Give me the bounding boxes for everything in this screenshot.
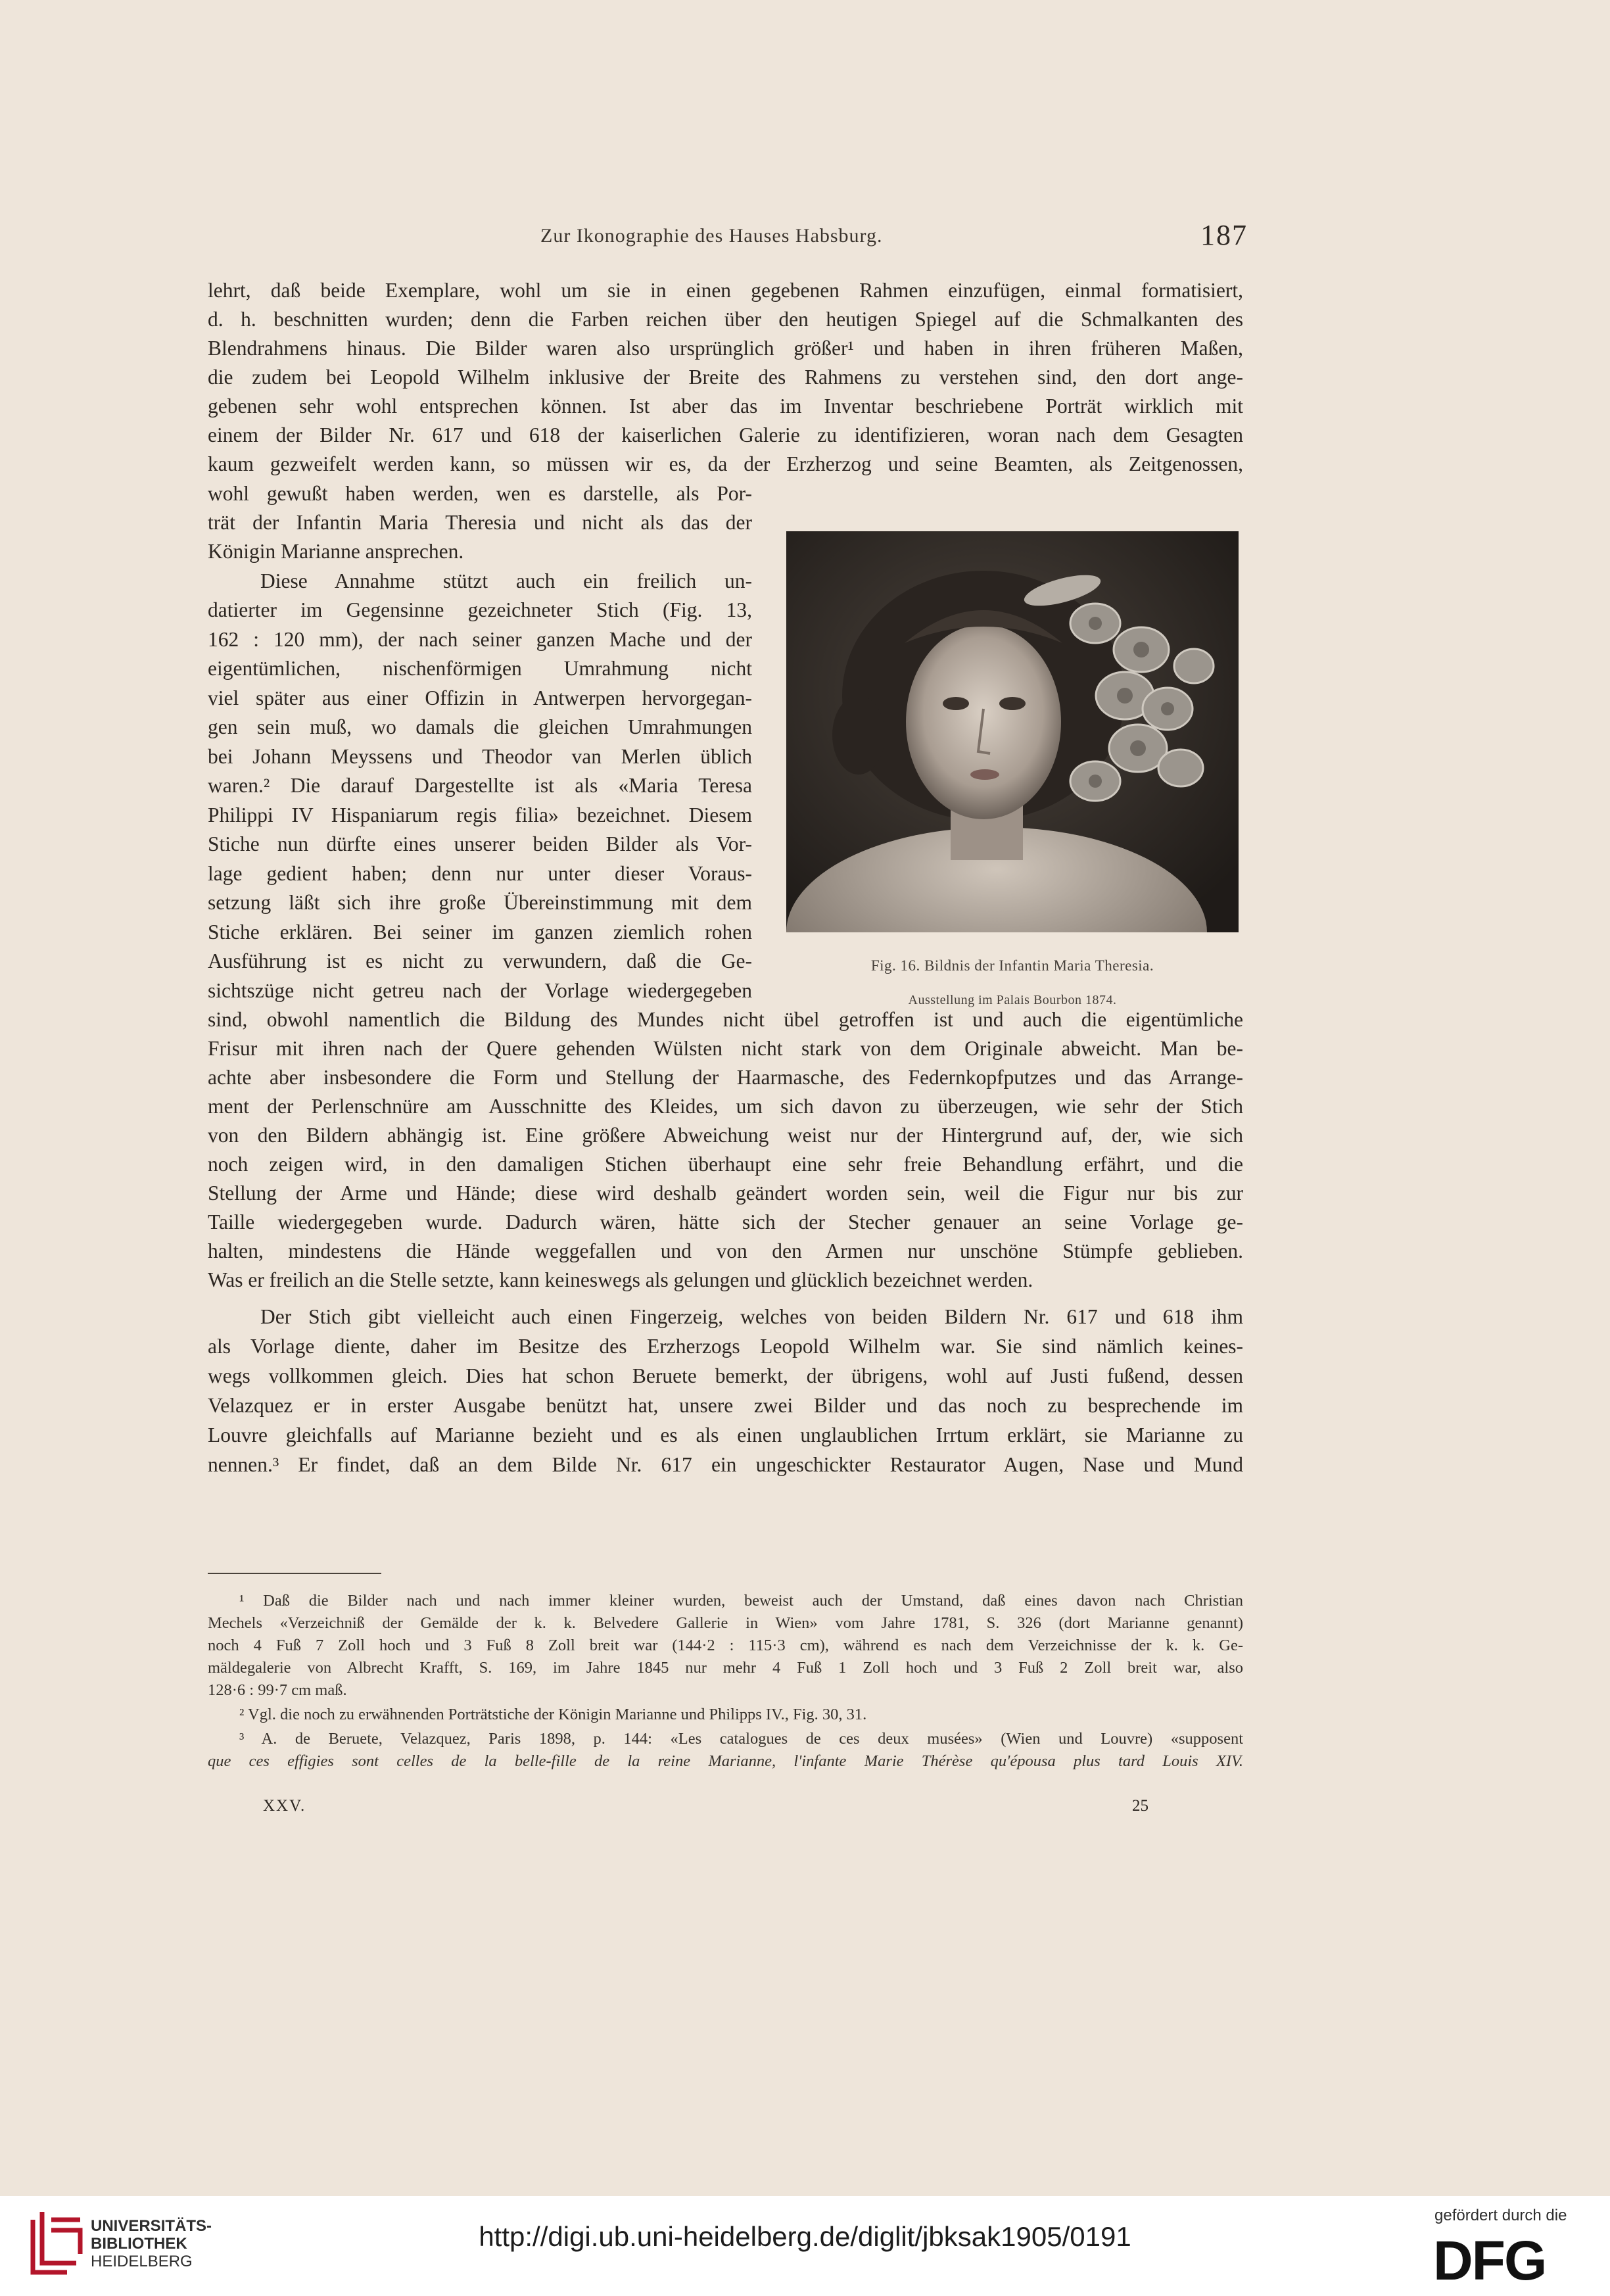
body-line: lehrt, daß beide Exemplare, wohl um sie in einen gegebenen Rahmen einzufügen, einmal formatisiert, [208,279,1243,302]
footnote-line: ³ A. de Beruete, Velazquez, Paris 1898, p. 144: «Les catalogues de ces deux musées» (Wien und Louvre) «supposent [239,1730,1243,1748]
body-line: halten, mindestens die Hände weggefallen und von den Armen nur unschöne Stümpfe geblieben. [208,1239,1243,1262]
body-line: Stiche nun dürfte eines unserer beiden Bilder als Vor- [208,832,752,855]
body-line: viel später aus einer Offizin in Antwerpen hervorgegan- [208,686,752,709]
library-line: UNIVERSITÄTS- [91,2217,212,2235]
page-number: 187 [1200,219,1248,251]
body-line: wegs vollkommen gleich. Dies hat schon Beruete bemerkt, der übrigens, wohl auf Justi fußend, dessen [208,1364,1243,1387]
body-line: von den Bildern abhängig ist. Eine größere Abweichung weist nur der Hintergrund auf, der, wie sich [208,1124,1243,1147]
body-line: einem der Bilder Nr. 617 und 618 der kaiserlichen Galerie zu identifizieren, woran nach dem Gesagten [208,423,1243,446]
signature-mark: XXV. [263,1797,306,1815]
dfg-logo: DFG [1433,2230,1546,2291]
figure-caption: Fig. 16. Bildnis der Infantin Maria Theresia. [870,957,1154,974]
body-line: sind, obwohl namentlich die Bildung des Mundes nicht übel getroffen ist und auch die eigentümliche [208,1008,1243,1031]
body-line: noch zeigen wird, in den damaligen Stichen überhaupt eine sehr freie Behandlung erfährt, und die [208,1153,1243,1176]
library-line: HEIDELBERG [91,2253,193,2270]
footnote-rule [208,1573,381,1574]
body-line: waren.² Die darauf Dargestellte ist als «Maria Teresa [208,774,752,797]
body-line: achte aber insbesondere die Form und Stellung der Haarmasche, des Federnkopfputzes und das Arrange- [208,1066,1243,1089]
signature-number: 25 [1132,1797,1148,1815]
body-line: die zudem bei Leopold Wilhelm inklusive der Breite des Rahmens zu verstehen sind, den dort ange- [208,366,1243,389]
running-head: Zur Ikonographie des Hauses Habsburg. [540,225,883,247]
body-line: Frisur mit ihren nach der Quere gehenden Wülsten nicht stark von dem Originale abweicht. Man be- [208,1037,1243,1060]
library-line: BIBLIOTHEK [91,2235,187,2253]
body-line: ment der Perlenschnüre am Ausschnitte des Kleides, um sich davon zu überzeugen, wie sehr der Stich [208,1095,1243,1118]
body-line: als Vorlage diente, daher im Besitze des Erzherzogs Leopold Wilhelm war. Sie sind nämlich keines- [208,1335,1243,1358]
body-line: Louvre gleichfalls auf Marianne bezieht und es als einen unglaublichen Irrtum erklärt, sie Marianne zu [208,1423,1243,1447]
body-line: bei Johann Meyssens und Theodor van Merlen üblich [208,745,752,768]
body-line: Stiche erklären. Bei seiner im ganzen ziemlich rohen [208,921,752,944]
portrait-illustration [786,531,1239,932]
body-line: Stellung der Arme und Hände; diese wird deshalb geändert worden sein, weil die Figur nur bis zur [208,1182,1243,1205]
body-line: Philippi IV Hispaniarum regis filia» bezeichnet. Diesem [208,803,752,826]
body-line: d. h. beschnitten wurden; denn die Farben reichen über den heutigen Spiegel auf die Schmalkanten des [208,308,1243,331]
body-line: datierter im Gegensinne gezeichneter Stich (Fig. 13, [208,598,752,621]
body-line: Taille wiedergegeben wurde. Dadurch wären, hätte sich der Stecher genauer an seine Vorlage ge- [208,1210,1243,1233]
body-line: Blendrahmens hinaus. Die Bilder waren also ursprünglich größer¹ und haben in ihren früheren Maßen, [208,337,1243,360]
body-line: Königin Marianne ansprechen. [208,540,464,563]
body-line: setzung läßt sich ihre große Übereinstimmung mit dem [208,891,752,914]
body-line: 162 : 120 mm), der nach seiner ganzen Mache und der [208,628,752,651]
body-line: Was er freilich an die Stelle setzte, kann keineswegs als gelungen und glücklich bezeichnet werden. [208,1268,1033,1291]
body-line: gebenen sehr wohl entsprechen können. Ist aber das im Inventar beschriebene Porträt wirklich mit [208,395,1243,418]
body-line: eigentümlichen, nischenförmigen Umrahmung nicht [208,657,752,680]
body-line: kaum gezweifelt werden kann, so müssen wir es, da der Erzherzog und seine Beamten, als Zeitgenossen, [208,452,1243,475]
body-line: gen sein muß, wo damals die gleichen Umrahmungen [208,715,752,738]
funding-label: gefördert durch die [1434,2207,1567,2224]
figure-subcaption: Ausstellung im Palais Bourbon 1874. [908,993,1117,1007]
body-line: Diese Annahme stützt auch ein freilich un- [260,569,752,592]
body-line: Velazquez er in erster Ausgabe benützt hat, unsere zwei Bilder und das noch zu besprechende im [208,1394,1243,1417]
footnote-line: Mechels «Verzeichniß der Gemälde der k. k. Belvedere Gallerie in Wien» vom Jahre 1781, S. 326 (dort Marianne genannt) [208,1614,1243,1632]
body-line: lage gedient haben; denn nur unter dieser Voraus- [208,862,752,885]
footnote-line: ¹ Daß die Bilder nach und nach immer kleiner wurden, beweist auch der Umstand, daß eines davon nach Christian [239,1592,1243,1610]
footnote-line: mäldegalerie von Albrecht Krafft, S. 169, im Jahre 1845 nur mehr 4 Fuß 1 Zoll hoch und 3 Fuß 2 Zoll breit war, also [208,1659,1243,1677]
footnote-line: noch 4 Fuß 7 Zoll hoch und 3 Fuß 8 Zoll breit war (144·2 : 115·3 cm), während es nach dem Verzeichnisse der k. k. Ge- [208,1637,1243,1654]
permalink-url[interactable]: http://digi.ub.uni-heidelberg.de/diglit/jbksak1905/0191 [479,2221,1131,2252]
body-line: nennen.³ Er findet, daß an dem Bilde Nr. 617 ein ungeschickter Restaurator Augen, Nase und Mund [208,1453,1243,1476]
body-line: sichtszüge nicht getreu nach der Vorlage wiedergegeben [208,979,752,1002]
body-line: wohl gewußt haben werden, wen es darstelle, als Por- [208,482,752,505]
body-line: trät der Infantin Maria Theresia und nicht als das der [208,511,752,534]
footnote-line: que ces effigies sont celles de la belle-fille de la reine Marianne, l'infante Marie Thérèse qu'épousa plus tard Louis XIV. [208,1752,1243,1770]
footnote-line: ² Vgl. die noch zu erwähnenden Porträtstiche der Königin Marianne und Philipps IV., Fig. 30, 31. [239,1706,867,1723]
body-line: Der Stich gibt vielleicht auch einen Fingerzeig, welches von beiden Bildern Nr. 617 und 618 ihm [260,1305,1243,1328]
footnote-line: 128·6 : 99·7 cm maß. [208,1681,347,1699]
portrait-figure [786,531,1239,932]
body-line: Ausführung ist es nicht zu verwundern, daß die Ge- [208,949,752,972]
